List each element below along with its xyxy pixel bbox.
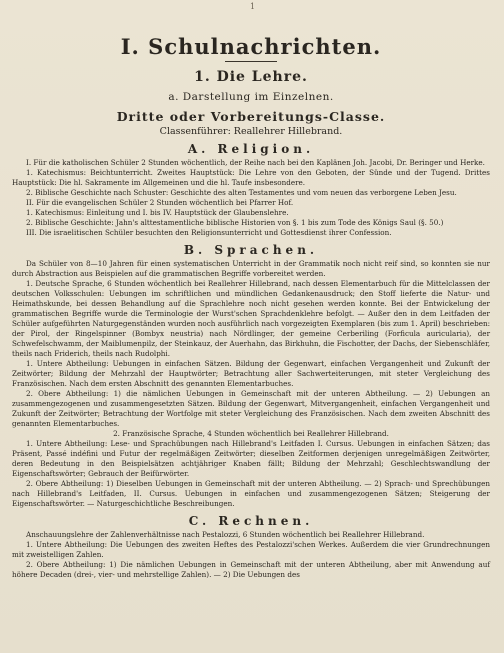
religion-paragraph: 1. Katechismus: Beichtunterricht. Zweites Hauptstück: Die Lehre von den Geboten, der Sünde und der Tugend. Drittes Hauptstück: Die hl. Sakramente im Allgemeinen und die hl. Taufe insbesondere. — [12, 168, 490, 187]
languages-paragraph: 2. Obere Abtheilung: 1) die nämlichen Uebungen in Gemeinschaft mit der unteren Abtheilung. — 2) Uebungen an zusammengezogenen und zusammengesetzten Sätzen. Bildung der Gegenwart, Mitvergangenheit, einfachen Vergangenheit und Zukunft der Zeitwörter; Betrachtung der Wortfolge mit steter Vergleichung des Französischen. Nach dem zweiten Abschnitt des genannten Elementarbuches. — [12, 389, 490, 428]
arithmetic-paragraph: 2. Obere Abtheilung: 1) Die nämlichen Uebungen in Gemeinschaft mit der unteren Abtheilung, aber mit Anwendung auf höhere Decaden (drei-, vier- und mehrstellige Zahlen). — 2) Die Uebungen des — [12, 560, 490, 579]
religion-paragraph: 2. Biblische Geschichte nach Schuster: Geschichte des alten Testamentes und vom neuen das verborgene Leben Jesu. — [26, 188, 457, 197]
languages-paragraph: Da Schüler von 8—10 Jahren für einen systematischen Unterricht in der Grammatik noch nicht reif sind, so konnten sie nur durch Abstraction aus Beispielen auf die grammatischen Begriffe vorbereitet werden. — [12, 259, 490, 278]
class-heading: Dritte oder Vorbereitungs-Classe. — [116, 109, 386, 124]
languages-paragraph: 1. Untere Abtheilung: Lese- und Sprachübungen nach Hillebrand's Leitfaden I. Cursus. Uebungen in einfachen Sätzen; das Präsent, Passé indéfini und Futur der regelmäßigen Zeitwörter; dieselben Zeitformen derjenigen unregelmäßigen Zeitwörter, deren Bedeutung in den Beispielsätzen achtjähriger Knaben fällt; Bildung der Mehrzahl; Geschlechtswandlung der Eigenschaftswörter; Gebrauch der Beifürwörter. — [12, 439, 490, 478]
subsection-heading: a. Darstellung im Einzelnen. — [168, 91, 334, 103]
religion-heading: A. Religion. — [187, 142, 315, 156]
languages-paragraph: 1. Untere Abtheilung: Uebungen in einfachen Sätzen. Bildung der Gegenwart, einfachen Vergangenheit und Zukunft der Zeitwörter; Bildung der Mehrzahl der Hauptwörter; Betrachtung aller Sachwerteiterungen, mit steter Vergleichung des Französischen. Nach dem ersten Abschnitt des genannten Elementarbuches. — [12, 359, 490, 388]
religion-paragraph: III. Die israelitischen Schüler besuchten den Religionsunterricht und Gottesdienst ihrer Confession. — [26, 228, 392, 237]
religion-paragraph: I. Für die katholischen Schüler 2 Stunden wöchentlich, der Reihe nach bei den Kaplänen Joh. Jacobi, Dr. Beringer und Herke. — [26, 158, 485, 167]
main-heading: I. Schulnachrichten. — [120, 34, 382, 59]
religion-paragraph: 2. Biblische Geschichte: Jahn's alttestamentliche biblische Historien von §. 1 bis zum Tode des Königs Saul (§. 50.) — [26, 218, 444, 227]
class-leader: Classenführer: Reallehrer Hillebrand. — [159, 126, 343, 137]
languages-heading: B. Sprachen. — [183, 243, 319, 257]
religion-paragraph: II. Für die evangelischen Schüler 2 Stunden wöchentlich bei Pfarrer Hof. — [26, 198, 294, 207]
religion-paragraph: 1. Katechismus: Einleitung und I. bis IV. Hauptstück der Glaubenslehre. — [26, 208, 289, 217]
languages-paragraph: 2. Obere Abtheilung: 1) Dieselben Uebungen in Gemeinschaft mit der unteren Abtheilung. — 2) Sprach- und Sprechübungen nach Hillebrand's Leitfaden, II. Cursus. Uebungen in einfachen und zusammengezogenen Sätzen; Steigerung der Eigenschaftswörter. — Naturgeschichtliche Beschreibungen. — [12, 479, 490, 508]
arithmetic-heading: C. Rechnen. — [188, 514, 314, 528]
languages-paragraph: 2. Französische Sprache, 4 Stunden wöchentlich bei Reallehrer Hillebrand. — [113, 429, 389, 438]
section-heading: 1. Die Lehre. — [194, 69, 308, 85]
arithmetic-paragraph: Anschauungslehre der Zahlenverhältnisse nach Pestalozzi, 6 Stunden wöchentlich bei Reallehrer Hillebrand. — [26, 530, 425, 539]
arithmetic-paragraph: 1. Untere Abtheilung: Die Uebungen des zweiten Heftes des Pestalozzi'schen Werkes. Außerdem die vier Grundrechnungen mit zweistelligen Zahlen. — [12, 540, 490, 559]
heading-rule — [225, 61, 277, 62]
languages-paragraph: 1. Deutsche Sprache, 6 Stunden wöchentlich bei Reallehrer Hillebrand, nach dessen Elementarbuch für die Mittelclassen der deutschen Volksschulen: Uebungen im schriftlichen und mündlichen Gedankenausdruck; den Stoff lieferte die Natur- und Heimathskunde, bei dessen Behandlung auf die Sprachlehre noch nicht gesehen werden konnte. Bei der Entwickelung der grammatischen Begriffe wurde die Terminologie der Wurst'schen Sprachdenklehre befolgt. — Außer den in dem Leitfaden der Schüler aufgeführten Naturgegenständen wurden noch ausführlich nach vorgezeigten Exemplaren (bis zum 1. April) beschrieben: der Pirol, der Ringelspinner (Bombyx neustria) nach Nördlinger, der gemeine Cerberiling (Forficula auricularia), der Schwefelschwamm, der Maiblumenpilz, der Steinkauz, der Auerhahn, das Birkhuhn, die Fischotter, der Dachs, der Siebenschläfer, theils nach Friderich, theils nach Rudolphi. — [12, 279, 490, 358]
page-number: 1 — [250, 2, 256, 11]
